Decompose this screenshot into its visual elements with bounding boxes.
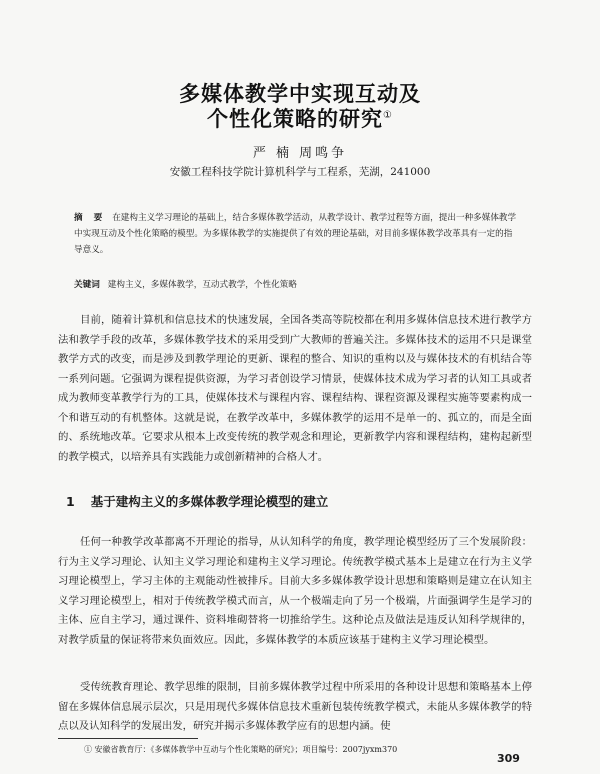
title-footnote-marker: ① [383,110,393,121]
section-title: 基于建构主义的多媒体教学理论模型的建立 [90,494,329,509]
footnote-rule [58,738,198,739]
paper-title-line2 [0,103,600,133]
title-text-line2: 个性化策略的研究 [207,107,384,131]
body-paragraph-2: 受传统教育理论、教学思维的限制，目前多媒体教学过程中所采用的各种设计思想和策略基本上停留在多媒体信息展示层次，只是用现代多媒体信息技术重新包装传统教学模式，未能从多媒体教学的特点以及认知科学的发展出发，研究并揭示多媒体教学应有的思想内涵。使 [58,681,532,732]
intro-paragraph: 目前，随着计算机和信息技术的快速发展，全国各类高等院校都在利用多媒体信息技术进行教学方法和教学手段的改革，多媒体教学技术的采用受到广大教师的普遍关注。多媒体技术的运用不只是课堂教学方式的改变，而是涉及到教学理论的更新、课程的整合、知识的重构以及与媒体技术的有机结合等一系列问题。它强调为课程提供资源，为学习者创设学习情景，使媒体技术成为学习者的认知工具或者成为教师变革教学行为的工具，使媒体技术与课程内容、课程结构、课程资源及课程实施等要素构成一个和谐互动的有机整体。这就是说，在教学改革中，多媒体教学的运用不是单一的、孤立的，而是全面的、系统地改革。它要求从根本上改变传统的教学观念和理论，更新教学内容和课程结构，建构起新型的教学模式，以培养具有实践能力或创新精神的合格人才。 [58,314,532,463]
title-text-line1: 多媒体教学中实现互动及 [179,82,421,106]
keywords-label: 关键词 [74,280,100,290]
page-number: 309 [497,752,520,765]
abstract-label: 摘 要 [74,213,107,223]
abstract-text: 在建构主义学习理论的基础上，结合多媒体教学活动，从教学设计、教学过程等方面，提出一种多媒体教学中实现互动及个性化策略的模型。为多媒体教学的实施提供了有效的理论基础，对目前多媒体教学改革具有一定的指导意义。 [74,213,517,255]
affiliation: 安徽工程科技学院计算机科学与工程系，芜湖，241000 [169,166,431,178]
footnote: ① 安徽省教育厅：《多媒体教学中互动与个性化策略的研究》；项目编号：2007jyxm370 [84,745,398,754]
abstract [74,210,520,258]
section-heading [66,492,328,510]
keywords [74,277,520,293]
keywords-text: 建构主义，多媒体教学，互动式教学，个性化策略 [107,280,297,290]
body-paragraph-1: 任何一种教学改革都离不开理论的指导，从认知科学的角度，教学理论模型经历了三个发展阶段：行为主义学习理论、认知主义学习理论和建构主义学习理论。传统教学模式基本上是建立在行为主义学习理论模型上，学习主体的主观能动性被排斥。目前大多多媒体教学设计思想和策略则是建立在认知主义学习理论模型上，相对于传统教学模式而言，从一个极端走向了另一个极端，片面强调学生是学习的主体、应自主学习，通过课件、资料堆砌替将一切推给学生。这种论点及做法是违反认知科学规律的，对教学质量的保证将带来负面效应。因此，多媒体教学的本质应该基于建构主义学习理论模型。 [58,536,532,646]
section-number: 1 [66,494,75,509]
authors: 严 楠 周鸣争 [252,146,348,161]
